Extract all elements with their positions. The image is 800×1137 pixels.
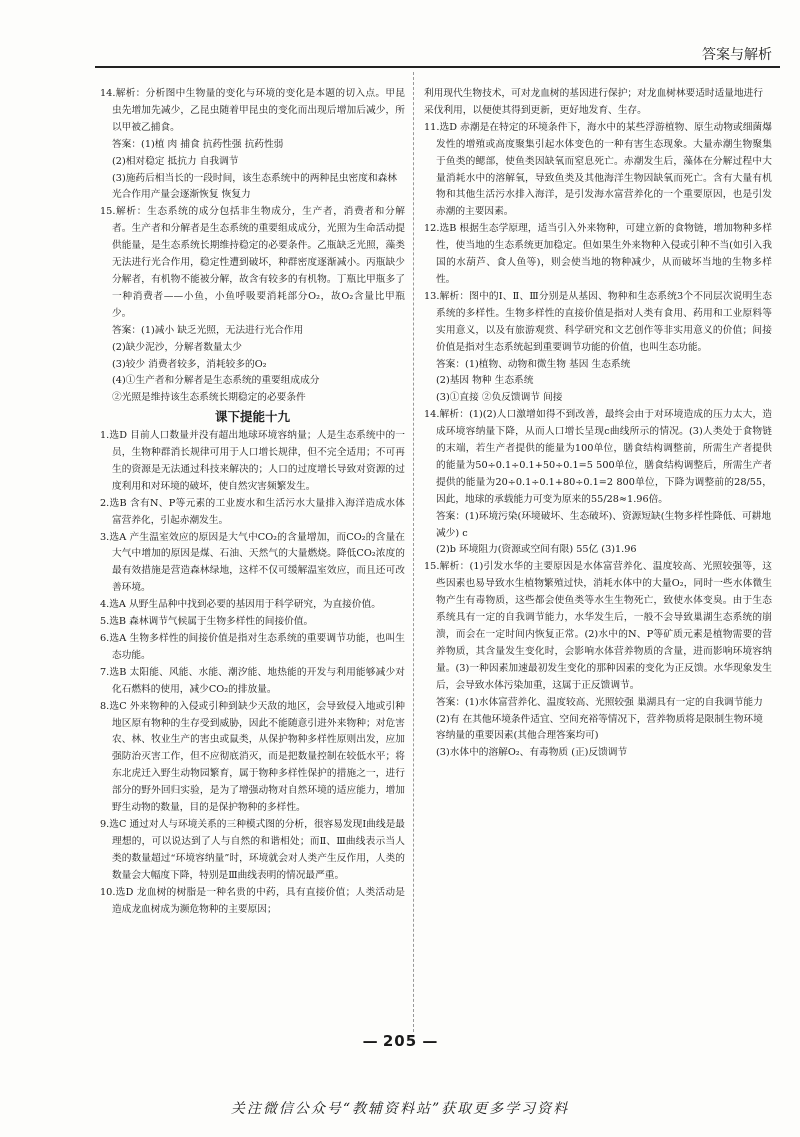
- page-number: — 205 —: [362, 1032, 438, 1050]
- question-item: 10.选D 龙血树的树脂是一种名贵的中药，具有直接价值；人类活动是造成龙血树成为濒危物种的主要原因；: [100, 886, 405, 915]
- answer-line: (2)有 在其他环境条件适宜、空间充裕等情况下，营养物质将是限制生物环境容纳量的重要因素(其他合理答案均可): [436, 713, 763, 742]
- question-item: 15.解析：生态系统的成分包括非生物成分，生产者，消费者和分解者。生产者和分解者是生态系统的重要组成成分，光照为生命活动提供能量，是生态系统长期维持稳定的必要条件。乙瓶缺乏光照，藻类无法进行光合作用，稳定性遭到破坏，种群密度逐渐减小。丙瓶缺少分解者，有机物不能被分解，故含有较多的有机物。丁瓶比甲瓶多了一种消费者——小鱼，小鱼呼吸要消耗部分O₂，故O₂含量比甲瓶少。: [100, 206, 405, 319]
- answer-line: 答案：(1)水体富营养化、温度较高、光照较强 巢湖具有一定的自我调节能力: [436, 696, 763, 708]
- answer-line: (4)①生产者和分解者是生态系统的重要组成成分: [112, 375, 320, 387]
- section-title: 课下提能十九: [214, 409, 290, 425]
- column-divider: [413, 72, 414, 1032]
- question-item: 11.选D 赤潮是在特定的环境条件下，海水中的某些浮游植物、原生动物或细菌爆发性的增殖或高度聚集引起水体变色的一种有害生态现象。大量赤潮生物聚集于鱼类的鳃部，使鱼类因缺氧而窒息死亡。赤潮发生后，藻体在分解过程中大量消耗水中的溶解氧，导致鱼类及其他海洋生物因缺氧而死亡。含有大量有机物和其他生活污水排入海洋，是引发海水富营养化的一个重要原因，也是引发赤潮的主要因素。: [424, 121, 772, 218]
- question-item: 6.选A 生物多样性的间接价值是指对生态系统的重要调节功能，也叫生态功能。: [100, 633, 405, 661]
- question-item: 9.选C 通过对人与环境关系的三种模式图的分析，很容易发现Ⅰ曲线是最理想的，可以说达到了人与自然的和谐相处；而Ⅱ、Ⅲ曲线表示当人类的数量超过“环境容纳量”时，环境就会对人类产生反作用，人类的数量会大幅度下降，特别是Ⅲ曲线表明的情况最严重。: [100, 818, 405, 881]
- question-item: 14.解析：分析图中生物量的变化与环境的变化是本题的切入点。甲昆虫先增加先减少，乙昆虫随着甲昆虫的变化而出现后增加后减少，所以甲被乙捕食。: [100, 88, 405, 133]
- answer-line: (2)b 环境阻力(资源或空间有限) 55亿 (3)1.96: [436, 544, 637, 556]
- answer-line: 答案：(1)减小 缺乏光照，无法进行光合作用: [112, 324, 304, 336]
- question-item: 8.选C 外来物种的入侵或引种到缺少天敌的地区，会导致侵入地或引种地区原有物种的生存受到威胁，因此不能随意引进外来物种；对危害农、林、牧业生产的害虫或鼠类，从保护物种多样性原则出发，应加强防治灭害工作，但不应彻底消灭，而是把数量控制在较低水平；将东北虎迁入野生动物园繁育，属于物种多样性保护的措施之一，进行部分的野外回归实验，是为了增强动物对自然环境的适应能力，增加野生动物的数量，目的是保护物种的多样性。: [100, 700, 405, 814]
- question-item: 1.选D 目前人口数量并没有超出地球环境容纳量；人是生态系统中的一员，生物种群消长规律可用于人口增长规律，但不完全适用；不可再生的资源是无法通过科技来解决的；人口的过度增长导致对资源的过度利用和对环境的破坏，使自然灾害频繁发生。: [100, 430, 405, 492]
- answer-line: (3)施药后相当长的一段时间，该生态系统中的两种昆虫密度和森林光合作用产量会逐渐恢复 恢复力: [112, 172, 397, 201]
- question-item: 14.解析：(1)(2)人口激增如得不到改善，最终会由于对环境造成的压力太大，造成环境容纳量下降，从而人口增长呈现c曲线所示的情况。(3)人类处于食物链的末端，若生产者提供的能量为100单位，膳食结构调整前，所需生产者提供的能量为50÷0.1÷0.1+50÷0.1=5 500单位，膳食结构调整后，所需生产者提供的能量为20÷0.1÷0.1+80÷0.1=2 800单位，下降为调整前的28/55，因此，地球的承载能力可变为原来的55/28≈1.96倍。: [424, 409, 772, 505]
- answer-line: (2)基因 物种 生态系统: [436, 375, 534, 387]
- left-column: [100, 86, 405, 918]
- header-rule: [95, 66, 780, 68]
- question-item: 12.选B 根据生态学原理，适当引入外来物种，可建立新的食物链，增加物种多样性，使当地的生态系统更加稳定。但如果生外来物种入侵或引种不当(如引入我国的水葫芦、食人鱼等)，则会使当地的物种减少，从而破坏当地的生物多样性。: [424, 223, 772, 285]
- answer-line: (2)缺少泥沙，分解者数量太少: [112, 341, 242, 353]
- answer-line: (3)①直接 ②负反馈调节 间接: [436, 392, 563, 404]
- answer-line: (3)较少 消费者较多，消耗较多的O₂: [112, 358, 267, 370]
- question-item: 4.选A 从野生品种中找到必要的基因用于科学研究，为直接价值。: [100, 599, 381, 611]
- answer-line: 答案：(1)植物、动物和微生物 基因 生态系统: [436, 358, 631, 370]
- continued-text: 利用现代生物技术，可对龙血树的基因进行保护；对龙血树林要适时适量地进行采伐利用，以便使其得到更新，更好地发育、生存。: [424, 88, 764, 116]
- page-header: 答案与解析: [702, 47, 772, 63]
- answer-line: (3)水体中的溶解O₂、有毒物质 (正)反馈调节: [436, 747, 628, 759]
- question-item: 5.选B 森林调节气候属于生物多样性的间接价值。: [100, 616, 314, 628]
- question-item: 3.选A 产生温室效应的原因是大气中CO₂的含量增加，而CO₂的含量在大气中增加的原因是煤、石油、天然气的大量燃烧。降低CO₂浓度的最有效措施是营造森林绿地，这样不仅可缓解温室效应，而且还可改善环境。: [100, 531, 405, 594]
- question-item: 13.解析：图中的Ⅰ、Ⅱ、Ⅲ分别是从基因、物种和生态系统3个不同层次说明生态系统的多样性。生物多样性的直接价值是指对人类有食用、药用和工业原料等实用意义，以及有旅游观赏、科学研究和文艺创作等非实用意义的价值；间接价值是指对生态系统起到重要调节功能的价值，也叫生态功能。: [424, 290, 772, 353]
- question-item: 15.解析：(1)引发水华的主要原因是水体富营养化、温度较高、光照较强等，这些因素也易导致水生植物繁殖过快，消耗水体中的大量O₂，同时一些水体微生物产生有毒物质，这些都会使鱼类等水生生物死亡，致使水体变臭。由于生态系统具有一定的自我调节能力，水华发生后，一般不会导致巢湖生态系统的崩溃，而会在一定时间内恢复正常。(2)水中的N、P等矿质元素是植物需要的营养物质，其含量发生变化时，会影响水体营养物质的含量，进而影响环境容纳量。(3)一种因素加速最初发生变化的那种因素的变化为正反馈。水华现象发生后，会导致水体污染加重，这属于正反馈调节。: [424, 561, 772, 691]
- question-item: 2.选B 含有N、P等元素的工业废水和生活污水大量排入海洋造成水体富营养化，引起赤潮发生。: [100, 497, 405, 526]
- question-item: 7.选B 太阳能、风能、水能、潮汐能、地热能的开发与利用能够减少对化石燃料的使用，减少CO₂的排放量。: [100, 666, 405, 695]
- answer-line: (2)相对稳定 抵抗力 自我调节: [112, 155, 239, 167]
- page-number-text: 205: [382, 1032, 418, 1050]
- footer-note: 关注微信公众号“教辅资料站”获取更多学习资料: [230, 1101, 570, 1117]
- answer-line: ②光照是维持该生态系统长期稳定的必要条件: [112, 392, 306, 404]
- right-column: [424, 86, 772, 762]
- answer-line: 答案：(1)植 肉 捕食 抗药性强 抗药性弱: [112, 138, 284, 150]
- answer-line: 答案：(1)环境污染(环境破坏、生态破坏)、资源短缺(生物多样性降低、可耕地减少) c: [436, 510, 772, 539]
